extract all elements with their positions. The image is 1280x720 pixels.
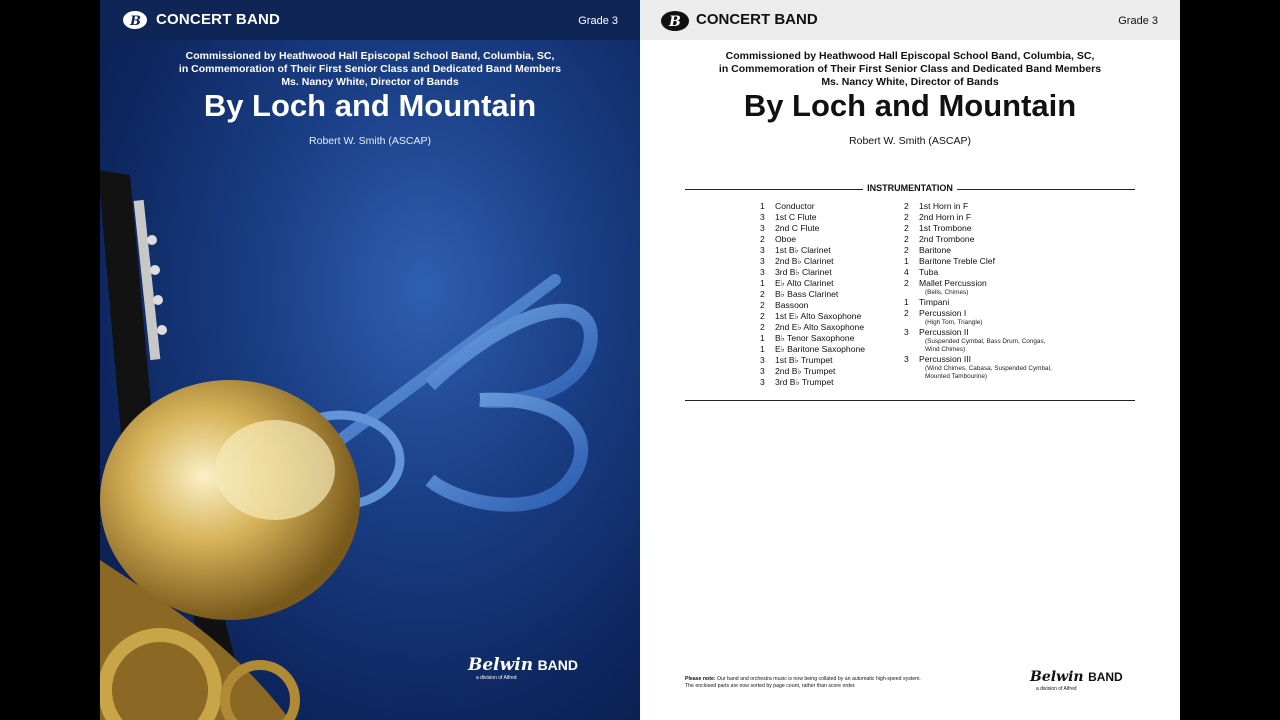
instrument-quantity: 1	[760, 333, 765, 343]
instrument-quantity: 3	[760, 245, 765, 255]
belwin-band-logo	[1030, 668, 1123, 692]
band-word: BAND	[1088, 670, 1123, 684]
instrument-quantity: 2	[760, 234, 765, 244]
instrument-row	[760, 366, 865, 377]
instrument-row	[904, 234, 1052, 245]
instrument-row	[760, 344, 865, 355]
instrument-row	[904, 278, 1052, 289]
please-note-label: Please note:	[685, 676, 716, 682]
instrument-quantity: 2	[904, 201, 909, 211]
instrument-name: E♭ Baritone Saxophone	[775, 344, 866, 354]
instrument-row	[760, 223, 865, 234]
instrument-quantity: 2	[760, 322, 765, 332]
composer-credit: Robert W. Smith (ASCAP)	[309, 135, 431, 147]
please-note-text: Our band and orchestra music is now being collated by an automatic high-speed system.	[717, 676, 921, 682]
instrument-name: Mallet Percussion	[919, 278, 987, 288]
instrument-quantity: 2	[904, 212, 909, 222]
instrument-name: 1st C Flute	[775, 212, 817, 222]
commission-line: Ms. Nancy White, Director of Bands	[281, 76, 459, 88]
instrument-row	[904, 267, 1052, 278]
instrument-name: 2nd Horn in F	[919, 212, 972, 222]
instrument-quantity: 2	[904, 245, 909, 255]
instrument-quantity: 2	[904, 223, 909, 233]
instrument-name: B♭ Bass Clarinet	[775, 289, 839, 299]
instrument-quantity: 3	[904, 327, 909, 337]
instrument-row	[904, 223, 1052, 234]
band-word: BAND	[537, 657, 579, 673]
instrument-name: B♭ Tenor Saxophone	[775, 333, 855, 343]
instrument-name: 2nd Trombone	[919, 234, 975, 244]
instrument-quantity: 3	[760, 267, 765, 277]
instrumentation-page	[640, 0, 1180, 720]
instrument-quantity: 1	[760, 344, 765, 354]
piece-title: By Loch and Mountain	[203, 88, 537, 123]
instrument-note: Mounted Tambourine)	[925, 373, 988, 380]
instrumentation-heading	[685, 183, 1135, 195]
instrument-name: Oboe	[775, 234, 797, 244]
instrument-quantity: 1	[904, 256, 909, 266]
instrument-name: 2nd C Flute	[775, 223, 820, 233]
instrument-quantity: 2	[904, 234, 909, 244]
instrument-row	[760, 267, 865, 278]
please-note-text-2: The enclosed parts are now sorted by page count, rather than score order.	[685, 683, 856, 689]
instrument-quantity: 3	[904, 354, 909, 364]
instrument-quantity: 2	[904, 308, 909, 318]
instrument-name: Percussion I	[919, 308, 967, 318]
instrument-name: 1st B♭ Trumpet	[775, 355, 833, 365]
instrument-name: Bassoon	[775, 300, 809, 310]
instrument-quantity: 1	[760, 201, 765, 211]
instrument-name: 2nd B♭ Trumpet	[775, 366, 836, 376]
instrument-name: Percussion II	[919, 327, 969, 337]
instrument-quantity: 3	[760, 377, 765, 387]
alfred-b-logo-icon	[660, 10, 690, 32]
instrument-note: (Suspended Cymbal, Bass Drum, Congas,	[925, 338, 1046, 345]
instrumentation-label: INSTRUMENTATION	[863, 183, 957, 193]
alfred-b-logo-icon	[122, 10, 148, 30]
instrument-name: Timpani	[919, 297, 950, 307]
instrument-name: 1st Trombone	[919, 223, 972, 233]
instrument-name: 1st Horn in F	[919, 201, 969, 211]
svg-text:B: B	[669, 14, 681, 30]
instrument-name: 3rd B♭ Trumpet	[775, 377, 834, 387]
instrument-row	[760, 322, 865, 333]
cover-page	[100, 0, 640, 720]
belwin-script: Belwin	[468, 655, 534, 675]
piece-title: By Loch and Mountain	[743, 88, 1077, 123]
instrument-name: Conductor	[775, 201, 815, 211]
instrument-quantity: 3	[760, 223, 765, 233]
instrument-quantity: 2	[760, 311, 765, 321]
instrument-quantity: 4	[904, 267, 909, 277]
instrument-note: (Bells, Chimes)	[925, 289, 969, 296]
instrument-row	[904, 245, 1052, 256]
instrument-row	[760, 311, 865, 322]
instrument-name: 2nd E♭ Alto Saxophone	[775, 322, 865, 332]
instrument-name: Baritone Treble Clef	[919, 256, 995, 266]
instrument-row	[760, 289, 865, 300]
commission-line: Ms. Nancy White, Director of Bands	[821, 76, 999, 88]
series-label: CONCERT BAND	[156, 11, 281, 28]
instrument-name: 1st B♭ Clarinet	[775, 245, 831, 255]
instrument-row	[760, 300, 865, 311]
instrument-quantity: 3	[760, 355, 765, 365]
instrument-name: E♭ Alto Clarinet	[775, 278, 834, 288]
instrument-note: Wind Chimes)	[925, 346, 966, 353]
please-note	[685, 676, 985, 690]
instrument-quantity: 1	[904, 297, 909, 307]
instrument-row	[904, 256, 1052, 267]
instrument-row	[760, 201, 865, 212]
instrument-row	[904, 297, 1052, 308]
instrument-row	[904, 201, 1052, 212]
instrument-row	[760, 278, 865, 289]
instrument-row	[760, 212, 865, 223]
belwin-script: Belwin	[1030, 669, 1084, 685]
instrument-row	[904, 212, 1052, 223]
horn-bell-image	[100, 380, 360, 720]
alfred-division-label: a division of Alfred	[1036, 686, 1077, 692]
instrument-row	[904, 354, 1052, 365]
belwin-band-logo	[468, 655, 578, 681]
cover-header-bar	[100, 0, 640, 40]
bottom-rule	[685, 400, 1135, 401]
instrument-row	[904, 308, 1052, 319]
svg-text:B: B	[130, 14, 141, 29]
commission-line: Commissioned by Heathwood Hall Episcopal School Band, Columbia, SC,	[725, 50, 1095, 62]
composer-credit: Robert W. Smith (ASCAP)	[849, 135, 971, 147]
instrument-name: 2nd B♭ Clarinet	[775, 256, 834, 266]
instrument-row	[760, 234, 865, 245]
instrument-quantity: 1	[760, 278, 765, 288]
grade-label: Grade 3	[1118, 15, 1158, 27]
page-header-bar	[640, 0, 1180, 40]
instrument-list-col2	[904, 201, 1052, 381]
grade-label: Grade 3	[578, 15, 618, 27]
commission-line: in Commemoration of Their First Senior Class and Dedicated Band Members	[718, 63, 1102, 75]
instrument-row	[760, 256, 865, 267]
instrument-note: (High Tom, Triangle)	[925, 319, 983, 326]
instrument-row	[760, 377, 865, 388]
instrument-quantity: 3	[760, 366, 765, 376]
instrument-name: Percussion III	[919, 354, 972, 364]
instrument-name: Baritone	[919, 245, 952, 255]
instrument-note: (Wind Chimes, Cabasa, Suspended Cymbal,	[925, 365, 1052, 372]
instrument-quantity: 2	[904, 278, 909, 288]
commission-line: in Commemoration of Their First Senior Class and Dedicated Band Members	[178, 63, 562, 75]
alfred-division-label: a division of Alfred	[476, 675, 517, 681]
commission-line: Commissioned by Heathwood Hall Episcopal School Band, Columbia, SC,	[185, 50, 555, 62]
instrument-row	[760, 333, 865, 344]
series-label: CONCERT BAND	[696, 11, 818, 28]
instrument-name: 3rd B♭ Clarinet	[775, 267, 832, 277]
instrument-name: 1st E♭ Alto Saxophone	[775, 311, 862, 321]
instrument-row	[760, 245, 865, 256]
instrument-quantity: 2	[760, 300, 765, 310]
instrument-name: Tuba	[919, 267, 939, 277]
instrument-list-col1	[760, 201, 865, 388]
instrument-quantity: 2	[760, 289, 765, 299]
instrument-quantity: 3	[760, 212, 765, 222]
instrument-row	[760, 355, 865, 366]
instrument-row	[904, 327, 1052, 338]
instrument-quantity: 3	[760, 256, 765, 266]
